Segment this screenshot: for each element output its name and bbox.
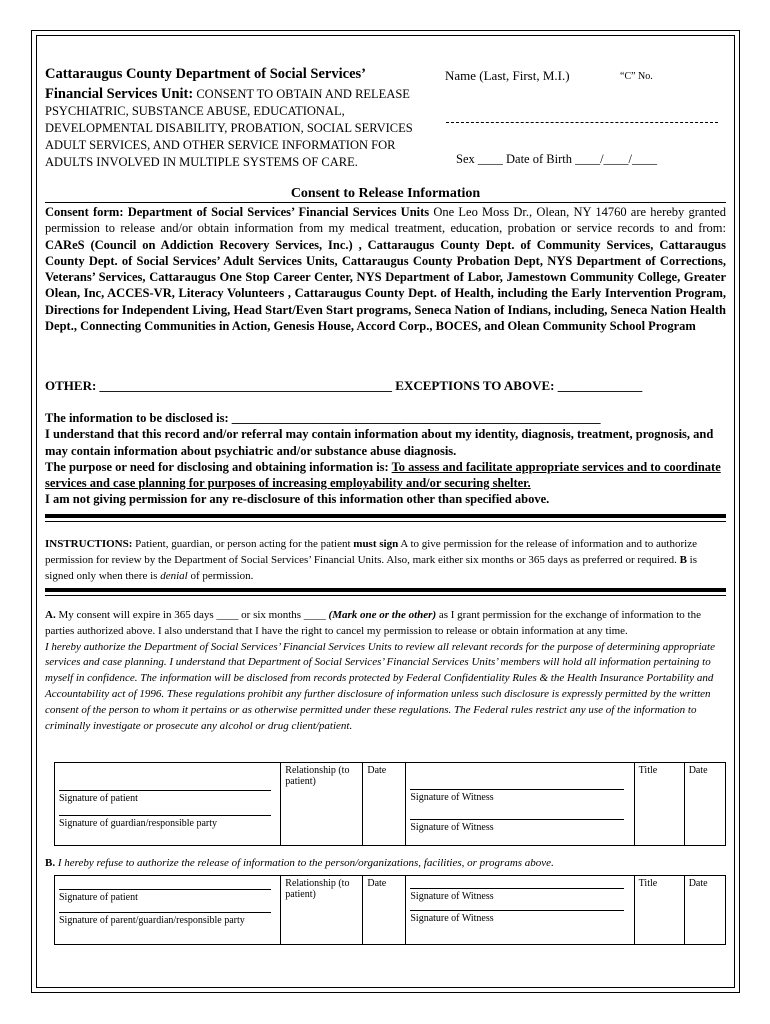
guardian-signature-line[interactable] <box>59 815 271 816</box>
instructions-text-2: A to give permission for the release of information and to authorize permission for review by the Department of Social Services’ Financial Units. Also, mark either six months or 365 days as preferred or required. <box>45 538 697 566</box>
b-date-label-2: Date <box>688 878 708 889</box>
sex-dob-field[interactable]: Sex ____ Date of Birth ____/____/____ <box>456 152 658 166</box>
must-sign: must sign <box>353 538 399 550</box>
divider-thin <box>45 521 726 522</box>
authorized-parties: CAReS (Council on Addiction Recovery Services, Inc.) , Cattaraugus County Dept. of Community Services, Cattaraugus County Dept. of Social Services’ Adult Services Units, Cattaraugus County Probation Dept, NYS Department of Corrections, Veterans’ Services, Cattaraugus One Stop Career Center, NYS Department of Labor, Jamestown Community College, Greater Olean, Inc, ACCES-VR, Literacy Volunteers , Cattaraugus County Dept. of Health, including the Early Intervention Program, Directions for Independent Living, Head Start/Even Start programs, Seneca Nation of Indians, including, Seneca Nation Health Dept., Connecting Communities in Action, Genesis House, Accord Corp., BOCES, and Olean Community School Program <box>45 237 726 334</box>
name-entry-line[interactable] <box>446 122 718 123</box>
date-label-2: Date <box>688 765 708 776</box>
b-signature-of-patient-label: Signature of patient <box>59 892 138 903</box>
section-a-text-2: as I grant permission for the exchange of information to the parties authorized above. I also understand that I have the right to cancel my permission to release or obtain information at any time. <box>45 609 701 637</box>
form-title <box>45 86 445 171</box>
b-witness-signature-line[interactable] <box>410 888 624 889</box>
b-signature-of-guardian-label: Signature of parent/guardian/responsible party <box>59 915 245 926</box>
consent-body <box>45 204 726 334</box>
divider-thick-2 <box>45 588 726 592</box>
relationship-cell[interactable] <box>281 763 363 846</box>
instructions-text-4: of permission. <box>187 570 254 582</box>
disclosure-info <box>45 410 726 508</box>
unit-text: CONSENT TO OBTAIN AND RELEASE PSYCHIATRIC, SUBSTANCE ABUSE, EDUCATIONAL, DEVELOPMENTAL DISABILITY, PROBATION, SOCIAL SERVICES ADULT SERVICES, AND OTHER SERVICE INFORMATION FOR ADULTS INVOLVED IN MULTIPLE SYSTEMS OF CARE. <box>45 87 413 169</box>
divider-thick <box>45 514 726 518</box>
name-label: Name (Last, First, M.I.) <box>445 68 570 83</box>
section-a <box>45 608 726 734</box>
b-date-cell-2[interactable] <box>684 876 725 945</box>
section-b-signature-table <box>54 875 726 945</box>
other-exceptions-field[interactable]: OTHER: _____________________________________________ EXCEPTIONS TO ABOVE: _____________ <box>45 378 643 393</box>
date-label: Date <box>367 765 387 776</box>
section-b-letter: B. <box>45 857 56 869</box>
witness-signature-line[interactable] <box>410 789 624 790</box>
c-number-label: “C” No. <box>620 71 653 82</box>
section-a-signature-table <box>54 762 726 846</box>
b-signature-of-witness-label: Signature of Witness <box>410 891 494 902</box>
divider-thin-2 <box>45 595 726 596</box>
authorization-statement: I hereby authorize the Department of Social Services’ Financial Services Units to review all relevant records for the purpose of determining appropriate services and case planning. I understand that Department of Social Services’ Financial Services Units’ members will hold all information pertaining to myself in confidence. The information will be disclosed from records protected by Federal Confidentiality Rules & the Health Insurance Portability and Accountability act of 1996. These regulations prohibit any further disclosure of information unless such disclosure is expressly permitted by the written consent of the person to whom it pertains or as otherwise permitted under these regulations. The Federal rules restrict any use of the information to criminally investigate or prosecute any alcohol or drug client/patient. <box>45 640 715 732</box>
section-b <box>45 857 726 869</box>
b-witness-signature-line-2[interactable] <box>410 910 624 911</box>
instructions-b: B <box>679 554 687 566</box>
instructions <box>45 536 726 584</box>
date-cell[interactable] <box>363 763 406 846</box>
info-disclosed-field[interactable]: The information to be disclosed is: ___________________________________________________________ <box>45 411 601 425</box>
date-cell-2[interactable] <box>684 763 725 846</box>
denial-word: denial <box>160 570 188 582</box>
consent-heading: Consent to Release Information <box>45 186 726 203</box>
instructions-text-1: Patient, guardian, or person acting for the patient <box>132 538 354 550</box>
b-title-cell[interactable] <box>634 876 684 945</box>
section-a-letter: A. <box>45 609 56 621</box>
witness-cell <box>406 763 634 846</box>
b-guardian-signature-line[interactable] <box>59 912 271 913</box>
b-patient-signature-line[interactable] <box>59 889 271 890</box>
signature-of-patient-label: Signature of patient <box>59 793 138 804</box>
purpose-statement <box>45 459 726 492</box>
b-date-label: Date <box>367 878 387 889</box>
instructions-text-3: is signed only when there is <box>45 554 698 582</box>
b-date-cell[interactable] <box>363 876 406 945</box>
purpose-text: To assess and facilitate appropriate services and to coordinate services and case planning for purposes of increasing employability and/or securing shelter. <box>45 459 721 491</box>
b-signature-of-witness-label-2: Signature of Witness <box>410 913 494 924</box>
witness-signature-line-2[interactable] <box>410 819 624 820</box>
b-relationship-cell[interactable] <box>281 876 363 945</box>
instructions-label: INSTRUCTIONS: <box>45 538 133 550</box>
relationship-label: Relationship (to patient) <box>285 765 350 787</box>
consent-lead-text: One Leo Moss Dr., Olean, NY 14760 are hereby granted permission to release and/or obtain information from my medical treatment, education, probation or service records to and from: <box>45 205 726 236</box>
title-cell[interactable] <box>634 763 684 846</box>
signature-of-witness-label-2: Signature of Witness <box>410 822 494 833</box>
section-b-text: I hereby refuse to authorize the release of information to the person/organizations, facilities, or programs above. <box>55 857 554 869</box>
consent-lead: Consent form: Department of Social Services’ Financial Services Units <box>45 205 430 219</box>
section-a-text-1[interactable]: My consent will expire in 365 days ____ or six months ____ <box>55 609 329 621</box>
unit-label: Financial Services Unit: <box>45 86 194 102</box>
signature-of-guardian-label: Signature of guardian/responsible party <box>59 818 218 829</box>
purpose-label: The purpose or need for disclosing and obtaining information is: <box>45 459 392 474</box>
title-label: Title <box>638 765 658 776</box>
org-title: Cattaraugus County Department of Social Services’ <box>45 66 366 82</box>
no-redisclosure-statement: I am not giving permission for any re-disclosure of this information other than specified above. <box>45 492 550 507</box>
patient-signature-line[interactable] <box>59 790 271 791</box>
mark-one-note: (Mark one or the other) <box>328 609 437 621</box>
patient-guardian-cell <box>55 763 281 846</box>
understand-statement: I understand that this record and/or referral may contain information about my identity, diagnosis, treatment, prognosis, and may contain information about psychiatric and/or substance abuse diagnosis. <box>45 427 714 458</box>
signature-of-witness-label: Signature of Witness <box>410 792 494 803</box>
b-witness-cell <box>406 876 634 945</box>
b-title-label: Title <box>638 878 658 889</box>
b-relationship-label: Relationship (to patient) <box>285 878 350 900</box>
b-patient-guardian-cell <box>55 876 281 945</box>
